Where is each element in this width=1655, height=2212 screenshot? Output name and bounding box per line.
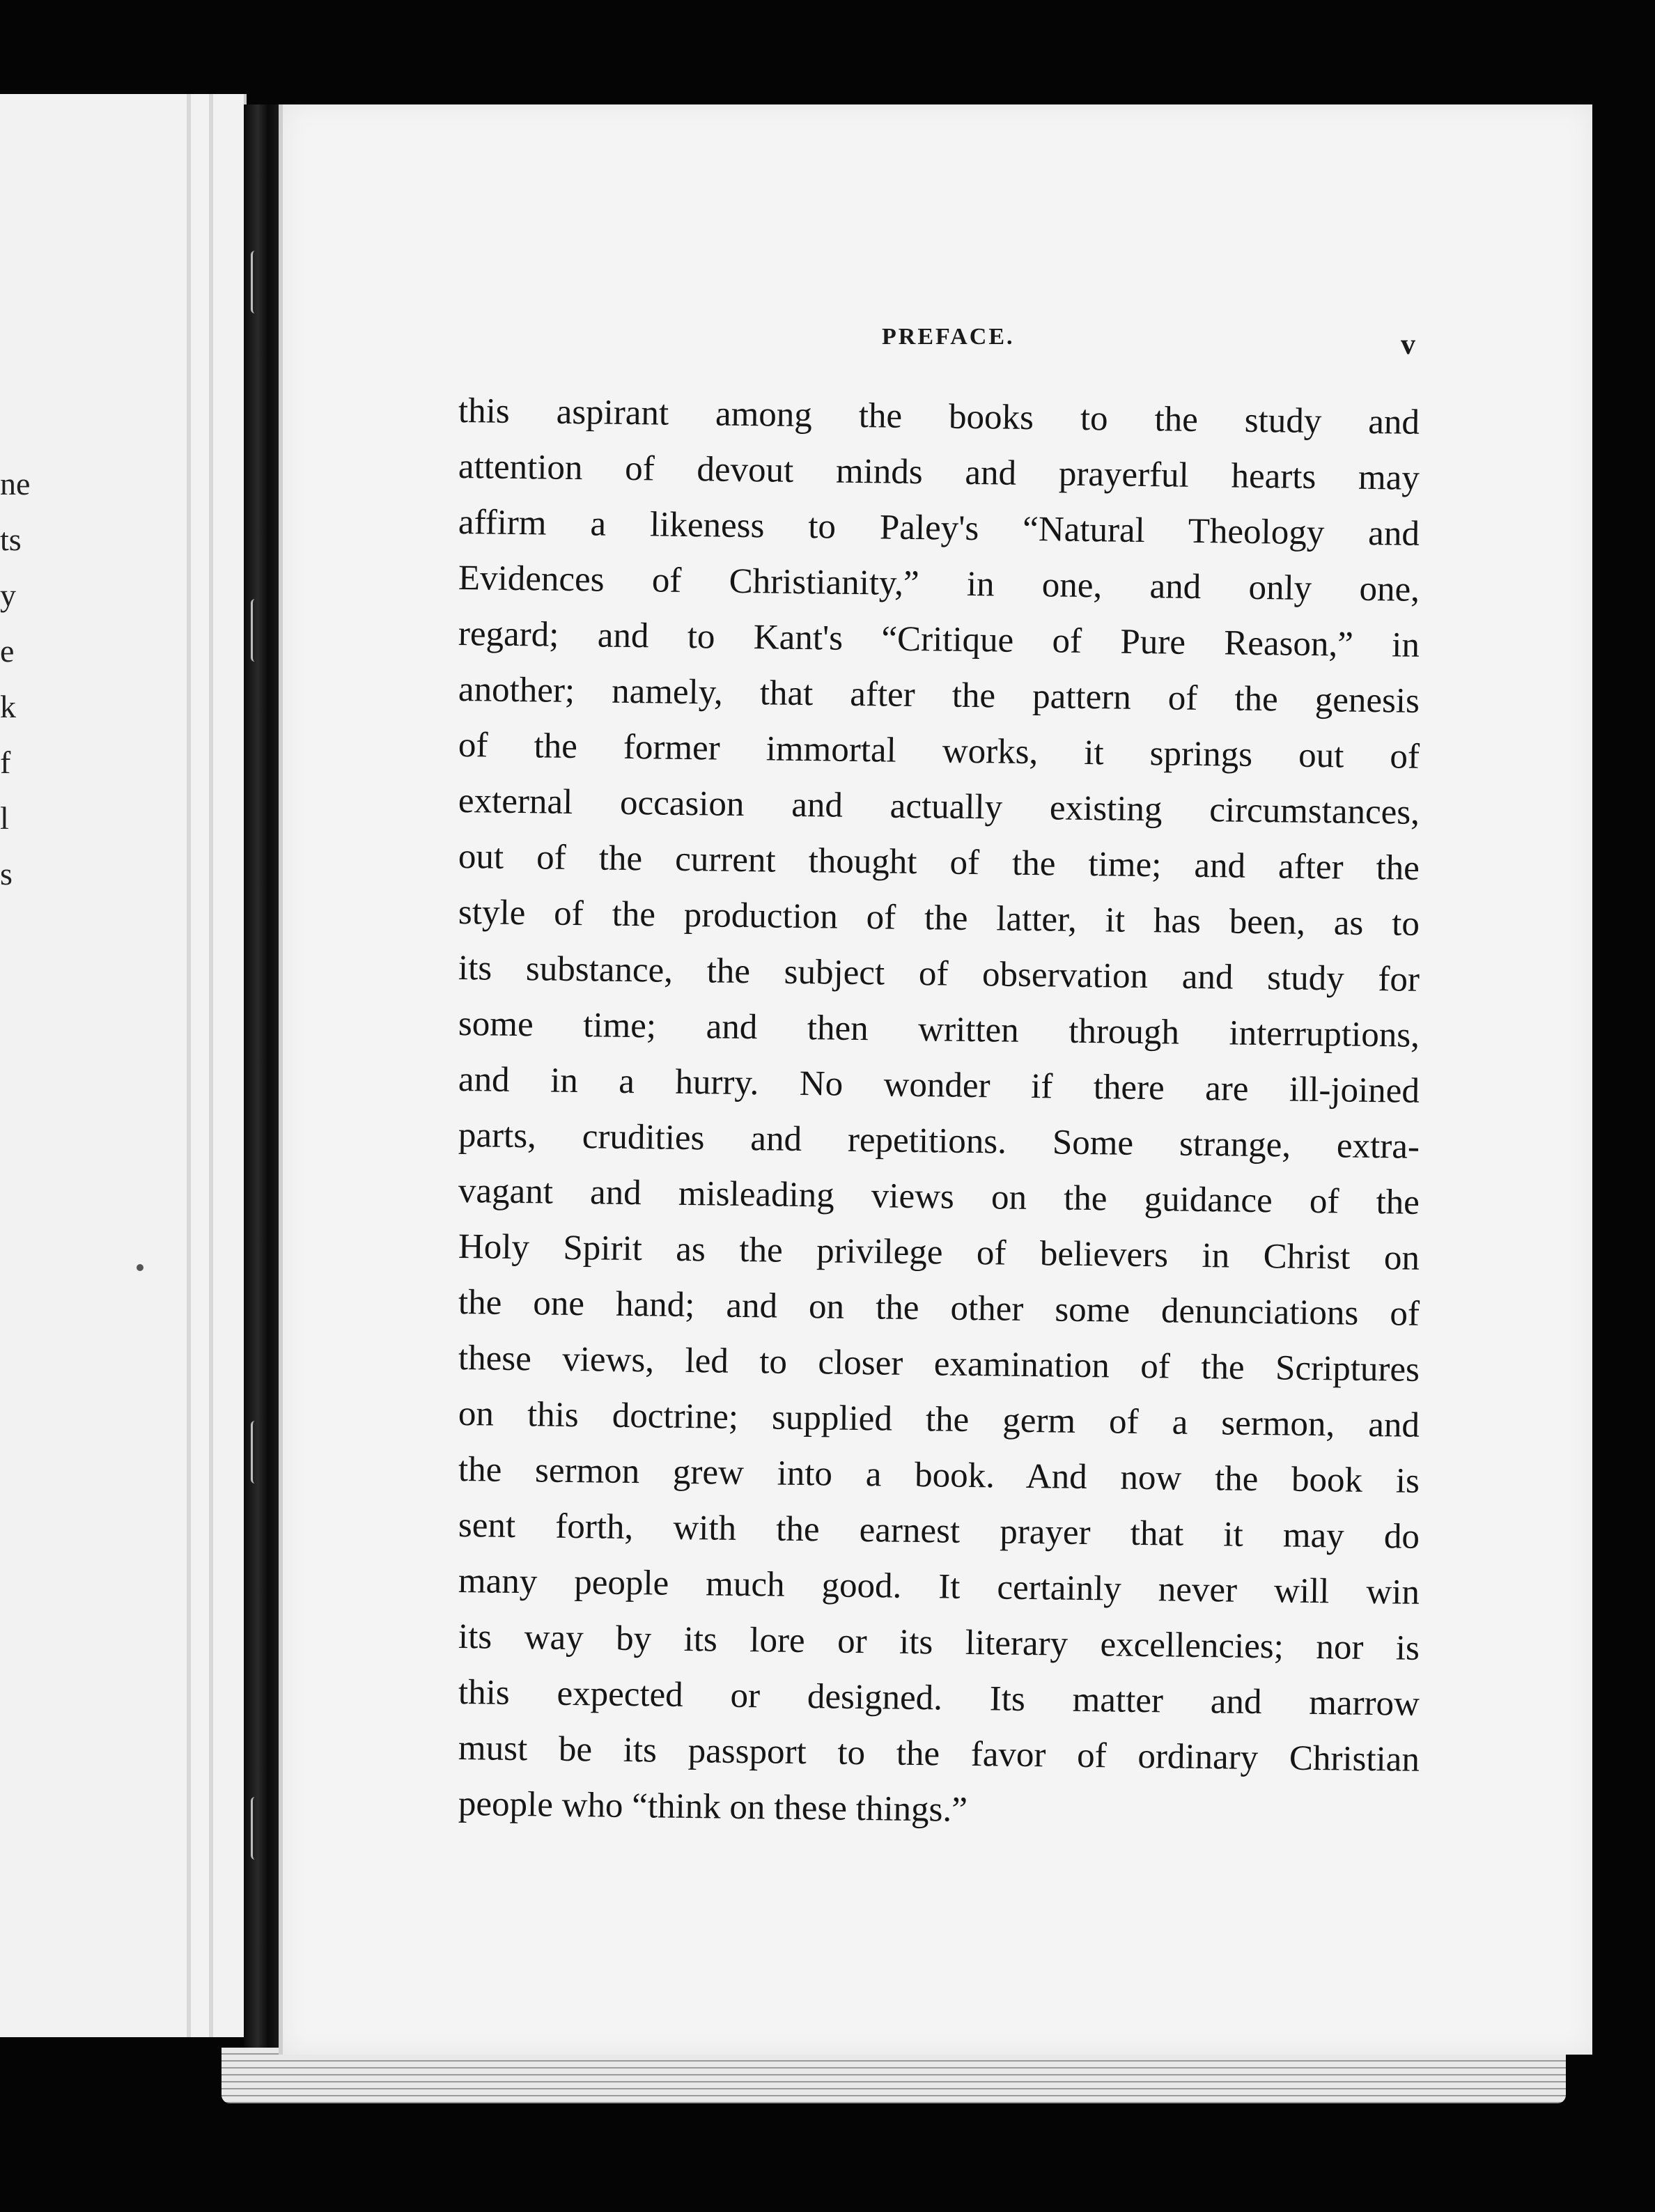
text-line: this expected or designed. Its matter and marrow [458, 1673, 1420, 1724]
text-line: some time; and then written through interruptions, [458, 1004, 1420, 1055]
left-fragment: f [0, 745, 11, 780]
text-line: affirm a likeness to Paley's “Natural Theology and [458, 503, 1420, 554]
left-fragment: s [0, 856, 13, 891]
text-line: external occasion and actually existing circumstances, [458, 781, 1420, 832]
text-line: and in a hurry. No wonder if there are ill-joined [458, 1060, 1420, 1111]
text-line: parts, crudities and repetitions. Some strange, extra- [458, 1116, 1420, 1167]
page-edges-stack [222, 2048, 1566, 2103]
text-line: attention of devout minds and prayerful hearts may [458, 447, 1420, 498]
text-line: people who “think on these things.” [458, 1784, 968, 1830]
text-line: sent forth, with the earnest prayer that it may do [458, 1506, 1420, 1557]
running-head [283, 324, 1592, 366]
text-line: style of the production of the latter, it has been, as to [458, 893, 1420, 944]
body-text [458, 383, 1420, 1832]
text-line: Holy Spirit as the privilege of believers in Christ on [458, 1227, 1420, 1278]
page-edge-line [187, 94, 191, 2037]
text-line: the sermon grew into a book. And now the book is [458, 1450, 1420, 1501]
left-page-text-fragments [0, 456, 42, 902]
text-line: regard; and to Kant's “Critique of Pure Reason,” in [458, 614, 1420, 665]
text-line: of the former immortal works, it springs out of [458, 726, 1420, 777]
text-line: vagant and misleading views on the guidance of the [458, 1171, 1420, 1222]
text-line: this aspirant among the books to the study and [458, 391, 1420, 442]
page-number: v [1401, 329, 1415, 361]
left-fragment: k [0, 689, 16, 724]
text-line: these views, led to closer examination of the Scriptures [458, 1339, 1420, 1389]
text-line: the one hand; and on the other some denunciations of [458, 1283, 1420, 1334]
text-line: its way by its lore or its literary excellencies; nor is [458, 1617, 1420, 1668]
left-fragment: y [0, 577, 16, 613]
preface-page [279, 104, 1592, 2055]
page-edge-line [209, 94, 213, 2037]
text-line: many people much good. It certainly never will win [458, 1561, 1420, 1612]
text-line: out of the current thought of the time; and after the [458, 837, 1420, 888]
text-line: on this doctrine; supplied the germ of a sermon, and [458, 1394, 1420, 1445]
text-line: its substance, the subject of observation and study for [458, 949, 1420, 999]
left-facing-page [0, 94, 247, 2037]
paper-speck [137, 1264, 143, 1271]
book-gutter [244, 104, 279, 2069]
left-fragment: ts [0, 522, 22, 557]
left-fragment: ne [0, 466, 31, 501]
text-line: must be its passport to the favor of ordinary Christian [458, 1729, 1420, 1779]
text-line: another; namely, that after the pattern of the genesis [458, 670, 1420, 721]
running-title: PREFACE. [882, 324, 1015, 350]
left-fragment: l [0, 800, 9, 836]
left-fragment: e [0, 633, 15, 669]
text-line: Evidences of Christianity,” in one, and only one, [458, 559, 1420, 609]
